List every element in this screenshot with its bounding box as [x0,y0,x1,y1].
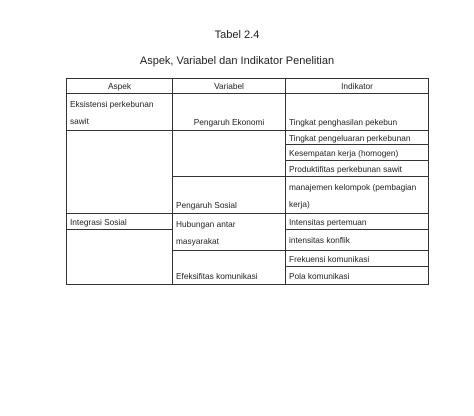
table-row [67,214,429,230]
indikator-cell-8: Frekuensi komunikasi [286,251,429,267]
indikator-cell-7: intensitas konflik [286,230,429,251]
header-variabel: Variabel [173,79,286,94]
table-title: Aspek, Variabel dan Indikator Penelitian [139,55,335,67]
indikator-cell-3: Kesempatan kerja (homogen) [286,145,429,161]
indikator-5-line-2: kerja) [289,199,310,209]
header-aspek: Aspek [67,79,173,94]
variabel-cell-4: Efeksifitas komunikasi [173,251,286,285]
aspek-cell-1 [67,94,173,131]
aspek-1-line-2: sawit [70,116,89,126]
variabel-cell-3 [173,214,286,251]
variabel-3-line-2: masyarakat [176,236,219,246]
variabel-3-line-1: Hubungan antar [176,219,236,229]
table-row [67,94,429,131]
indikator-cell-6: Intensitas pertemuan [286,214,429,230]
aspek-cell-2: Integrasi Sosial [67,214,173,230]
table-header-row [67,79,429,94]
indikator-cell-9: Pola komunikasi [286,267,429,285]
header-indikator: Indikator [286,79,429,94]
indikator-cell-4: Produktifitas perkebunan sawit [286,161,429,177]
indikator-cell-5 [286,177,429,214]
aspek-empty-cell-2 [67,230,173,285]
table-row [67,131,429,145]
aspek-1-line-1: Eksistensi perkebunan [70,99,154,109]
variabel-cell-2: Pengaruh Sosial [173,177,286,214]
indicator-table [66,78,429,285]
indikator-cell-1: Tingkat penghasilan pekebun [286,94,429,131]
table-number: Tabel 2.4 [214,29,260,41]
aspek-empty-cell-1 [67,131,173,214]
variabel-cell-1: Pengaruh Ekonomi [173,94,286,131]
indikator-5-line-1: manajemen kelompok (pembagian [289,182,417,192]
variabel-empty-cell-1 [173,131,286,177]
indikator-cell-2: Tingkat pengeluaran perkebunan [286,131,429,145]
